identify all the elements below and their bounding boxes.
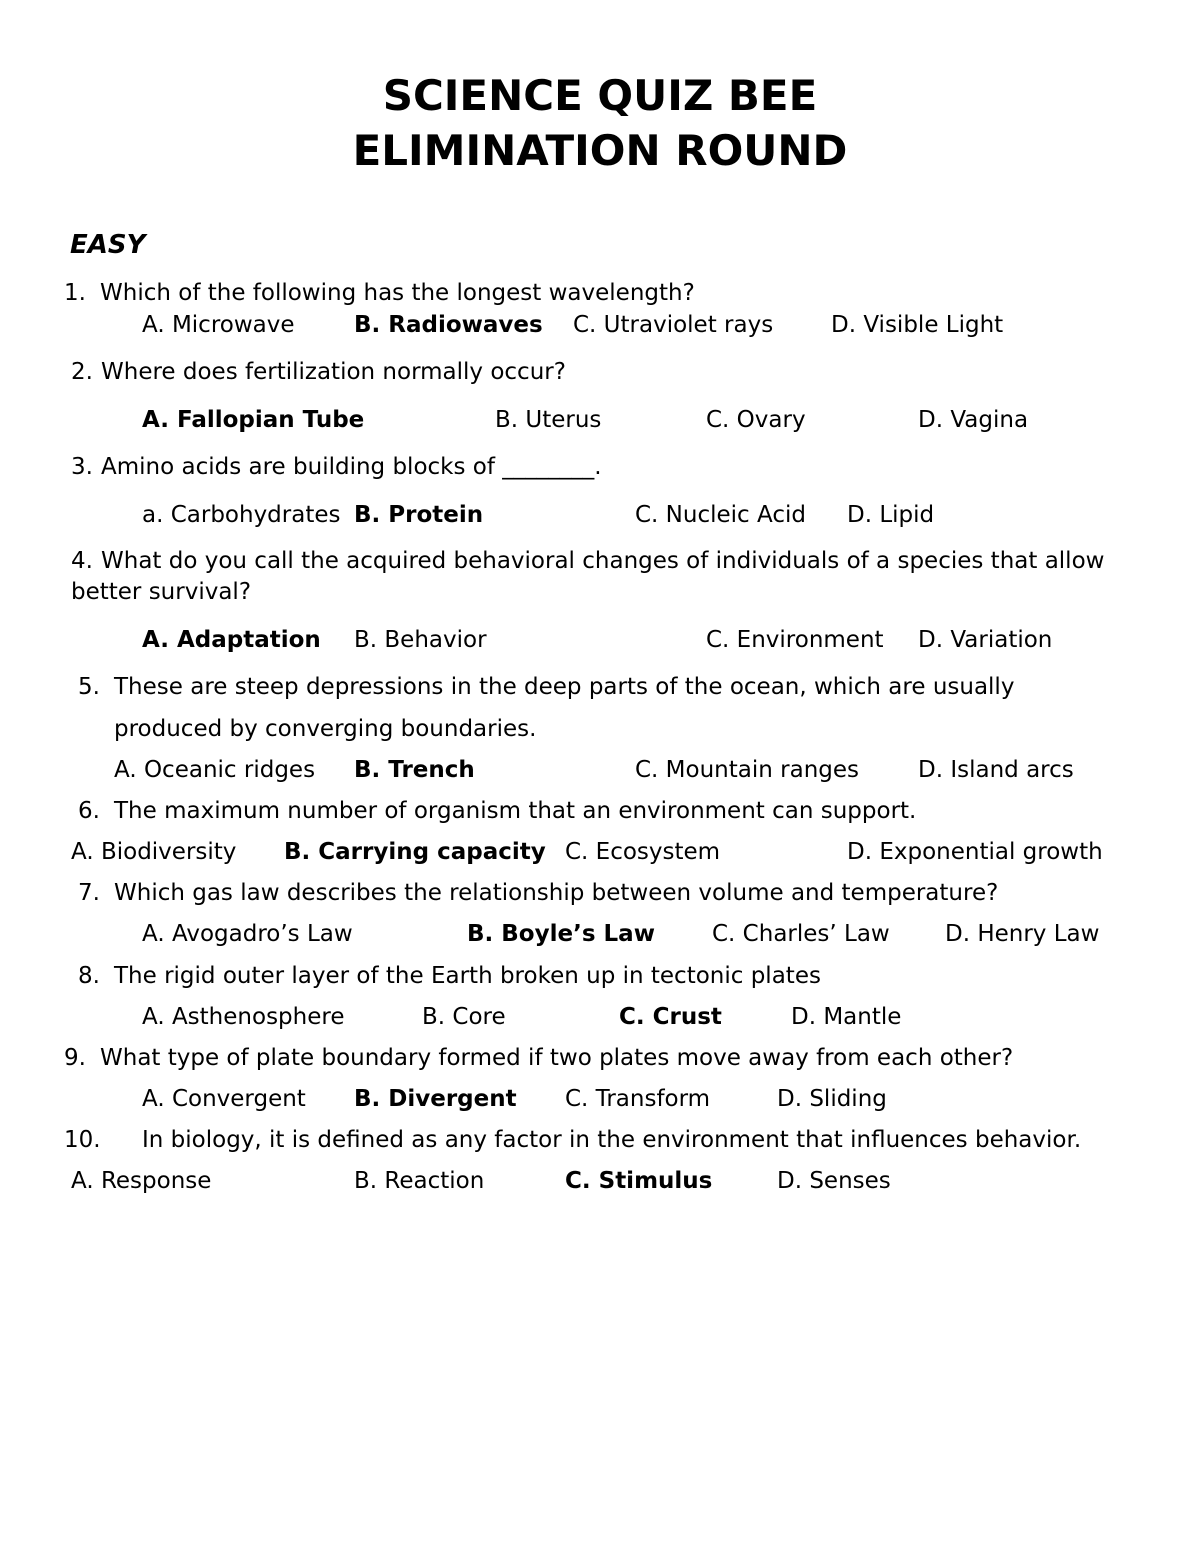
option-a-correct: A. Adaptation bbox=[142, 627, 321, 653]
option-b-correct: B. Trench bbox=[354, 757, 475, 783]
option-b-correct: B. Carrying capacity bbox=[284, 839, 546, 865]
question-text: These are steep depressions in the deep parts of the ocean, which are usually bbox=[114, 674, 1015, 700]
option-d: D. Island arcs bbox=[918, 757, 1074, 783]
option-c: C. Environment bbox=[706, 627, 884, 653]
option-c: C. Charles’ Law bbox=[712, 921, 890, 947]
question-text: Where does fertilization normally occur? bbox=[101, 359, 566, 385]
option-a: A. Microwave bbox=[142, 312, 295, 338]
option-d: D. Lipid bbox=[847, 502, 935, 528]
option-b-correct: B. Protein bbox=[354, 502, 484, 528]
option-b: B. Uterus bbox=[495, 407, 602, 433]
question-text: Amino acids are building blocks of ________. bbox=[101, 454, 602, 480]
question-number: 4. bbox=[71, 548, 93, 574]
question-number: 2. bbox=[71, 359, 93, 385]
option-c: C. Ecosystem bbox=[565, 839, 721, 865]
option-a: A. Convergent bbox=[142, 1086, 306, 1112]
question-number: 10. bbox=[64, 1127, 101, 1153]
question-text-continued: produced by converging boundaries. bbox=[114, 716, 537, 742]
title-line-2: ELIMINATION ROUND bbox=[352, 126, 848, 175]
section-heading-easy: EASY bbox=[70, 230, 146, 260]
option-d: D. Henry Law bbox=[945, 921, 1100, 947]
question-text: The maximum number of organism that an environment can support. bbox=[114, 798, 917, 824]
question-number: 6. bbox=[78, 798, 100, 824]
option-d: D. Vagina bbox=[918, 407, 1029, 433]
option-b: B. Core bbox=[422, 1004, 506, 1030]
option-c: C. Utraviolet rays bbox=[573, 312, 774, 338]
option-a: A. Asthenosphere bbox=[142, 1004, 345, 1030]
question-number: 1. bbox=[64, 280, 86, 306]
title-line-1: SCIENCE QUIZ BEE bbox=[382, 71, 818, 120]
option-c: C. Mountain ranges bbox=[635, 757, 860, 783]
option-b-correct: B. Boyle’s Law bbox=[467, 921, 655, 947]
option-d: D. Variation bbox=[918, 627, 1053, 653]
option-a: a. Carbohydrates bbox=[142, 502, 341, 528]
option-a: A. Biodiversity bbox=[71, 839, 237, 865]
question-number: 8. bbox=[78, 963, 100, 989]
option-b-correct: B. Divergent bbox=[354, 1086, 517, 1112]
option-d: D. Exponential growth bbox=[847, 839, 1103, 865]
option-c: C. Ovary bbox=[706, 407, 806, 433]
question-text-continued: better survival? bbox=[71, 579, 252, 605]
question-number: 9. bbox=[64, 1045, 86, 1071]
question-text: In biology, it is defined as any factor in the environment that influences behavior. bbox=[142, 1127, 1082, 1153]
option-c: C. Nucleic Acid bbox=[635, 502, 806, 528]
question-text: What do you call the acquired behavioral changes of individuals of a species that allow bbox=[101, 548, 1105, 574]
option-d: D. Mantle bbox=[791, 1004, 902, 1030]
option-b-correct: B. Radiowaves bbox=[354, 312, 543, 338]
option-a: A. Avogadro’s Law bbox=[142, 921, 353, 947]
option-d: D. Visible Light bbox=[831, 312, 1004, 338]
option-c-correct: C. Stimulus bbox=[565, 1168, 713, 1194]
option-c-correct: C. Crust bbox=[619, 1004, 722, 1030]
question-text: Which gas law describes the relationship between volume and temperature? bbox=[114, 880, 999, 906]
option-b: B. Reaction bbox=[354, 1168, 485, 1194]
option-a: A. Oceanic ridges bbox=[114, 757, 316, 783]
option-a: A. Response bbox=[71, 1168, 212, 1194]
option-b: B. Behavior bbox=[354, 627, 487, 653]
option-a-correct: A. Fallopian Tube bbox=[142, 407, 365, 433]
option-d: D. Senses bbox=[777, 1168, 891, 1194]
question-text: Which of the following has the longest wavelength? bbox=[100, 280, 695, 306]
question-number: 5. bbox=[78, 674, 100, 700]
question-text: The rigid outer layer of the Earth broken up in tectonic plates bbox=[114, 963, 821, 989]
option-c: C. Transform bbox=[565, 1086, 711, 1112]
question-number: 7. bbox=[78, 880, 100, 906]
option-d: D. Sliding bbox=[777, 1086, 887, 1112]
question-number: 3. bbox=[71, 454, 93, 480]
question-text: What type of plate boundary formed if two plates move away from each other? bbox=[100, 1045, 1014, 1071]
